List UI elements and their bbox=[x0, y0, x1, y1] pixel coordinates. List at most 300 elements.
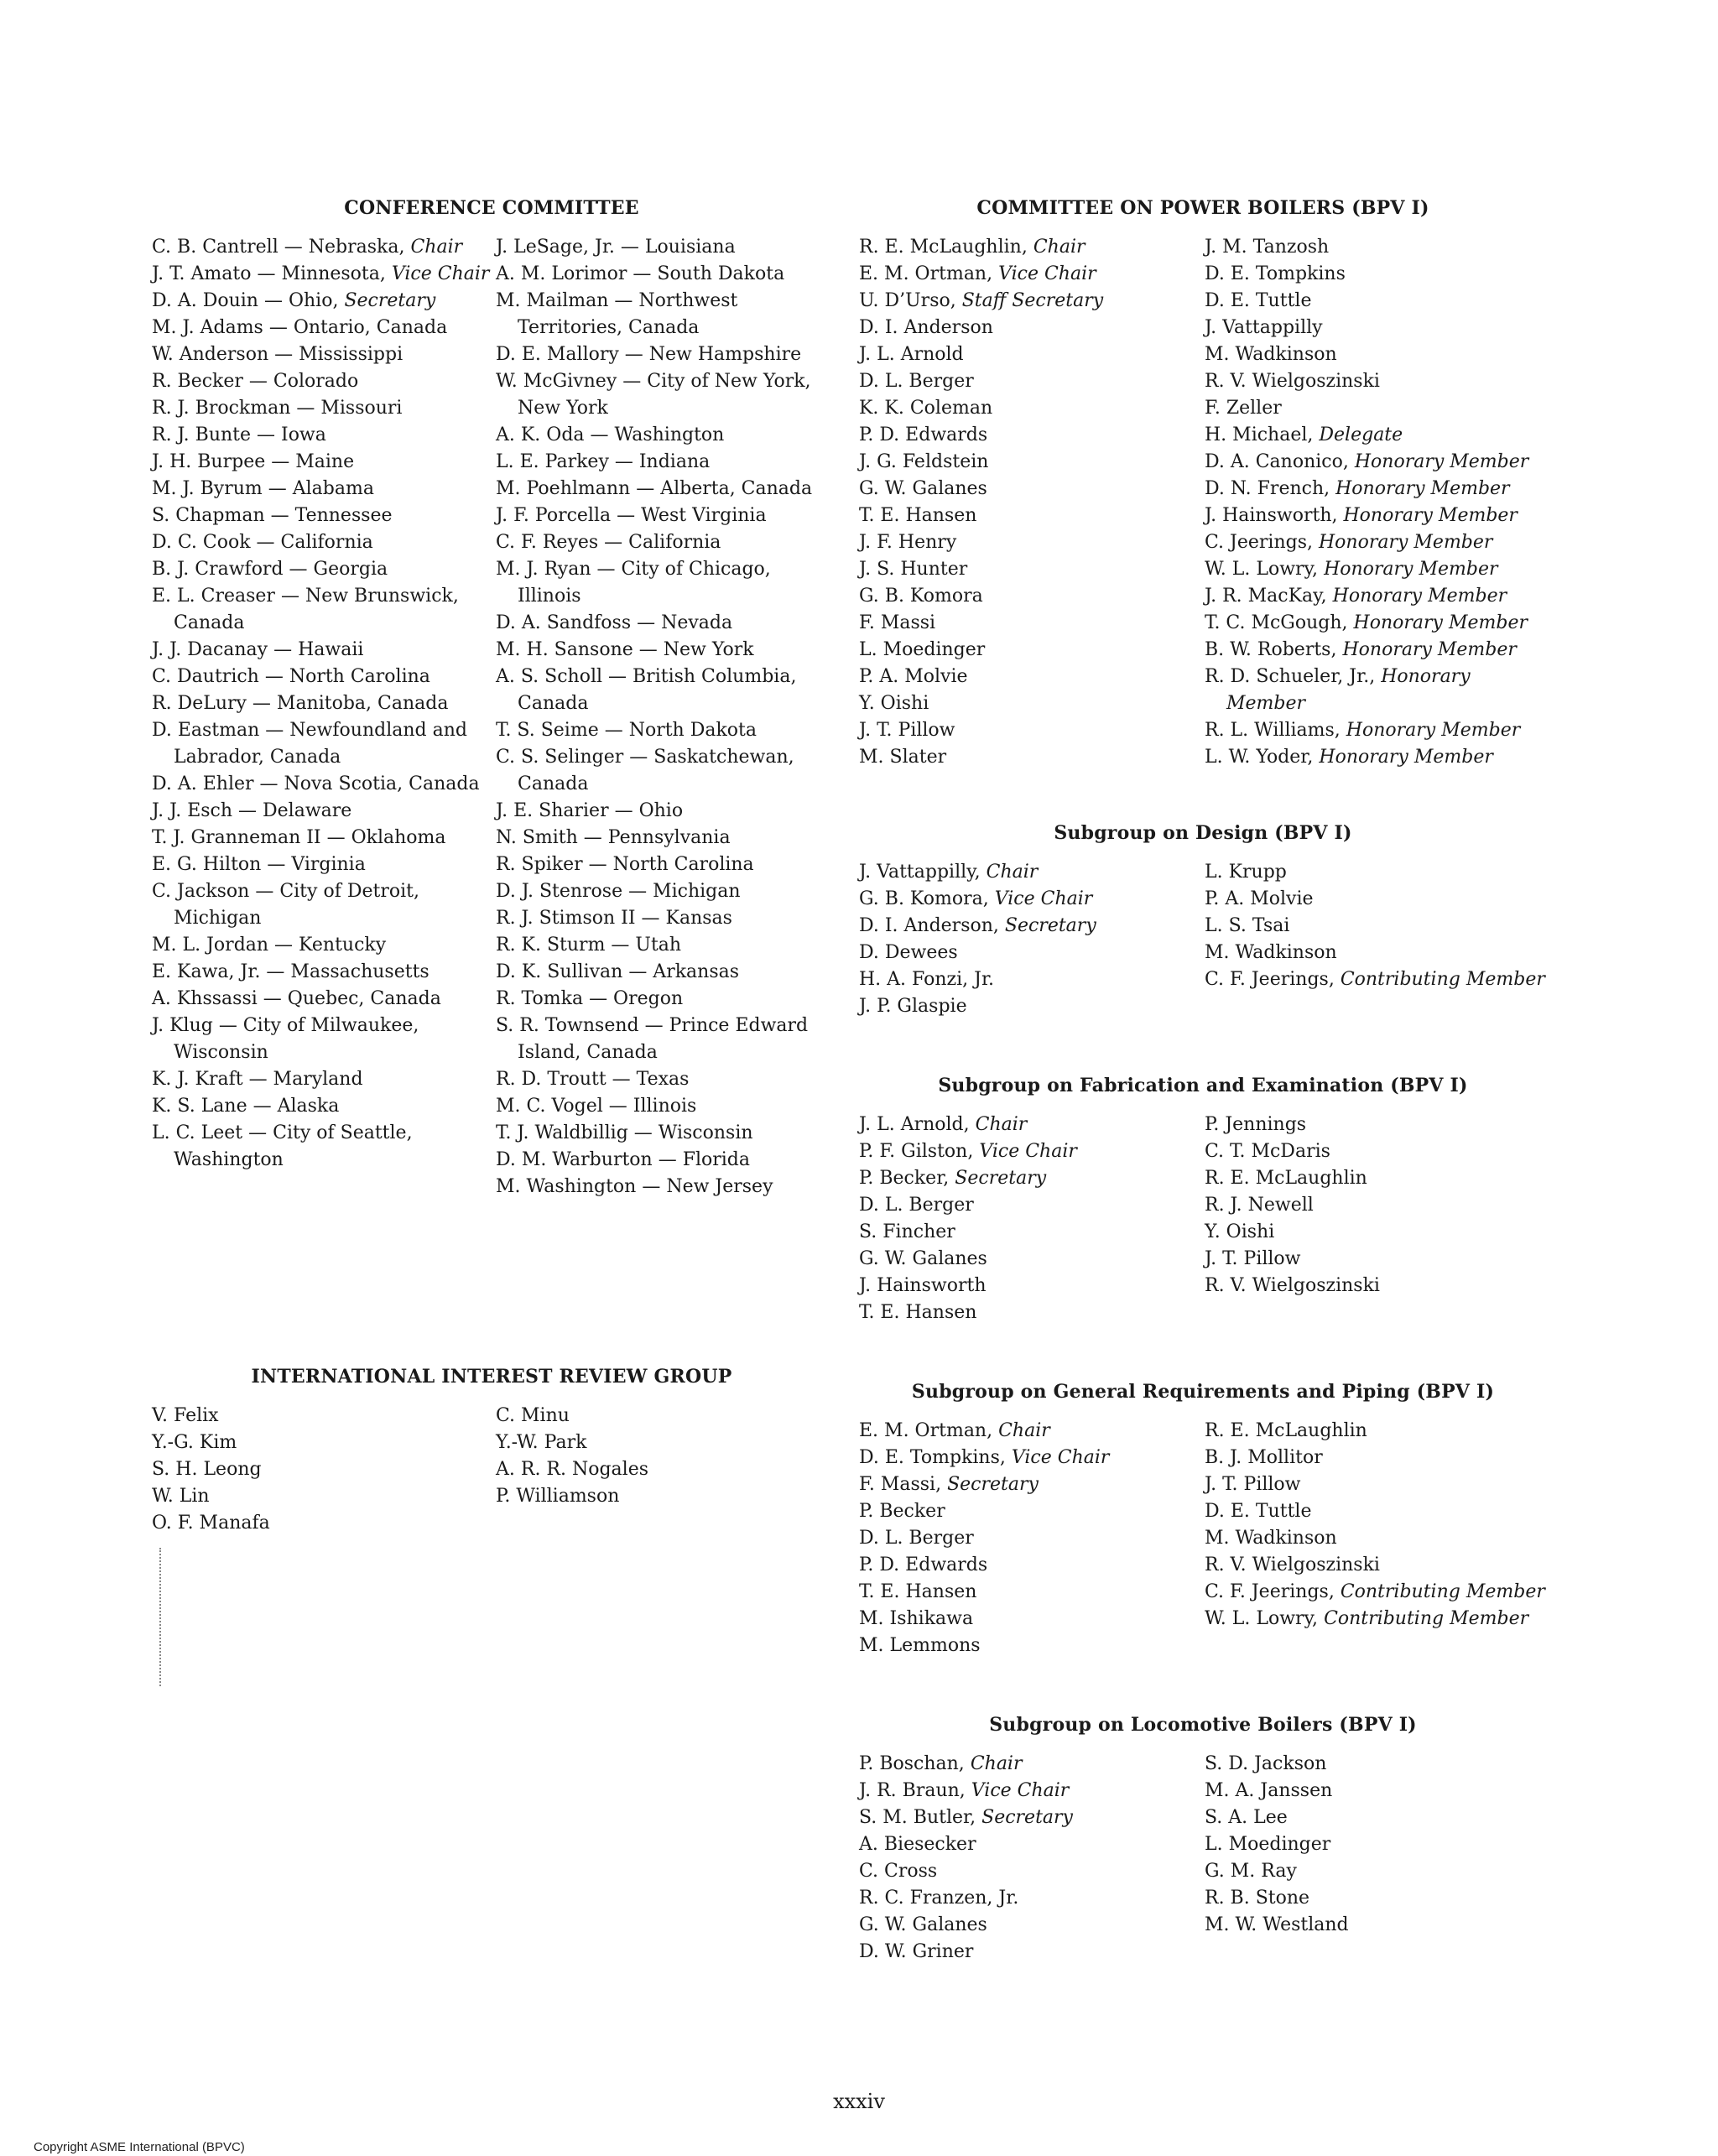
member-entry bbox=[859, 503, 1205, 529]
member-entry bbox=[1205, 1804, 1550, 1831]
member-columns bbox=[859, 234, 1547, 771]
member-column bbox=[859, 1418, 1205, 1659]
member-name: J. Hainsworth bbox=[859, 1275, 987, 1296]
member-name: D. E. Tompkins, bbox=[859, 1447, 1006, 1468]
member-entry bbox=[859, 234, 1205, 261]
member-name: D. E. Tuttle bbox=[1205, 1501, 1312, 1522]
member-role: Secretary bbox=[1004, 915, 1096, 936]
member-entry bbox=[496, 1430, 840, 1456]
member-name: G. W. Galanes bbox=[859, 1248, 987, 1269]
member-entry bbox=[152, 637, 496, 664]
member-entry bbox=[496, 288, 840, 341]
member-name: R. C. Franzen, Jr. bbox=[859, 1888, 1019, 1909]
member-name: J. Hainsworth, bbox=[1205, 505, 1338, 526]
member-name: C. F. Jeerings, bbox=[1205, 969, 1335, 990]
member-name: C. Jackson — City of Detroit, Michigan bbox=[152, 881, 419, 929]
member-entry bbox=[859, 1445, 1205, 1471]
section-heading: Subgroup on General Requirements and Piping (BPV I) bbox=[911, 1381, 1495, 1403]
member-entry bbox=[152, 503, 496, 529]
member-name: D. N. French, bbox=[1205, 478, 1330, 499]
member-name: O. F. Manafa bbox=[152, 1513, 270, 1534]
member-name: W. L. Lowry, bbox=[1205, 1608, 1319, 1629]
member-column bbox=[152, 234, 496, 1200]
committee-power-boilers bbox=[859, 197, 1547, 771]
member-entry bbox=[152, 288, 496, 315]
member-name: Y.-G. Kim bbox=[152, 1432, 237, 1453]
member-column bbox=[152, 1403, 496, 1537]
member-name: J. J. Esch — Delaware bbox=[152, 800, 352, 821]
member-name: L. S. Tsai bbox=[1205, 915, 1290, 936]
member-column bbox=[1205, 1112, 1550, 1326]
member-entry bbox=[859, 1633, 1205, 1659]
subgroup-fabrication-examination bbox=[859, 1075, 1547, 1326]
member-name: J. Vattappilly bbox=[1205, 317, 1323, 338]
member-entry bbox=[496, 986, 840, 1013]
member-role: Secretary bbox=[955, 1168, 1047, 1189]
member-name: F. Zeller bbox=[1205, 398, 1282, 419]
member-name: N. Smith — Pennsylvania bbox=[496, 827, 731, 848]
member-entry bbox=[1205, 1165, 1550, 1192]
member-entry bbox=[859, 1498, 1205, 1525]
member-entry bbox=[859, 1831, 1205, 1858]
member-name: U. D’Urso, bbox=[859, 290, 956, 311]
member-name: B. J. Crawford — Georgia bbox=[152, 559, 388, 580]
member-role: Chair bbox=[998, 1420, 1050, 1441]
member-entry bbox=[496, 1147, 840, 1174]
member-role: Vice Chair bbox=[979, 1141, 1077, 1162]
member-name: J. T. Pillow bbox=[859, 720, 955, 741]
member-name: T. S. Seime — North Dakota bbox=[496, 720, 757, 741]
member-name: W. Anderson — Mississippi bbox=[152, 344, 403, 365]
member-entry bbox=[152, 315, 496, 341]
member-name: S. R. Townsend — Prince Edward Island, Canada bbox=[496, 1015, 809, 1063]
member-entry bbox=[859, 1219, 1205, 1246]
copyright-notice: Copyright ASME International (BPVC) bbox=[34, 2140, 245, 2154]
member-name: D. A. Douin — Ohio, bbox=[152, 290, 339, 311]
member-name: D. L. Berger bbox=[859, 1528, 974, 1549]
member-role: Chair bbox=[975, 1114, 1028, 1135]
member-name: R. V. Wielgoszinski bbox=[1205, 1275, 1380, 1296]
member-name: J. P. Glaspie bbox=[859, 996, 967, 1017]
member-name: T. E. Hansen bbox=[859, 505, 977, 526]
member-entry bbox=[859, 1778, 1205, 1804]
member-name: M. C. Vogel — Illinois bbox=[496, 1096, 697, 1117]
member-entry bbox=[1205, 913, 1550, 940]
member-entry bbox=[1205, 1579, 1550, 1606]
member-entry bbox=[859, 1525, 1205, 1552]
member-entry bbox=[859, 395, 1205, 422]
member-name: M. Poehlmann — Alberta, Canada bbox=[496, 478, 813, 499]
member-entry bbox=[152, 932, 496, 959]
member-name: R. Becker — Colorado bbox=[152, 371, 359, 392]
member-entry bbox=[152, 556, 496, 583]
member-entry bbox=[859, 690, 1205, 717]
member-name: S. A. Lee bbox=[1205, 1807, 1288, 1828]
member-name: A. Khssassi — Quebec, Canada bbox=[152, 988, 441, 1009]
member-entry bbox=[859, 449, 1205, 476]
member-name: G. W. Galanes bbox=[859, 1914, 987, 1935]
member-name: M. Mailman — Northwest Territories, Canada bbox=[496, 290, 738, 338]
member-entry bbox=[1205, 1445, 1550, 1471]
member-entry bbox=[1205, 1552, 1550, 1579]
member-entry bbox=[859, 368, 1205, 395]
member-entry bbox=[1205, 1858, 1550, 1885]
member-entry bbox=[496, 1483, 840, 1510]
member-name: H. A. Fonzi, Jr. bbox=[859, 969, 995, 990]
member-name: J. R. MacKay, bbox=[1205, 586, 1327, 607]
member-name: C. Jeerings, bbox=[1205, 532, 1313, 553]
subgroup-design bbox=[859, 822, 1547, 1020]
member-name: D. E. Mallory — New Hampshire bbox=[496, 344, 802, 365]
member-entry bbox=[859, 1165, 1205, 1192]
member-entry bbox=[496, 798, 840, 825]
member-entry bbox=[152, 1093, 496, 1120]
member-name: D. A. Ehler — Nova Scotia, Canada bbox=[152, 773, 480, 794]
member-entry bbox=[152, 476, 496, 503]
member-entry bbox=[859, 1939, 1205, 1966]
member-name: R. V. Wielgoszinski bbox=[1205, 1555, 1380, 1575]
member-name: R. J. Newell bbox=[1205, 1195, 1314, 1216]
member-columns bbox=[859, 1112, 1547, 1326]
member-role: Honorary Member bbox=[1226, 666, 1471, 714]
member-entry bbox=[496, 261, 840, 288]
member-name: C. Dautrich — North Carolina bbox=[152, 666, 430, 687]
member-entry bbox=[859, 261, 1205, 288]
member-name: J. T. Pillow bbox=[1205, 1248, 1301, 1269]
member-name: J. F. Porcella — West Virginia bbox=[496, 505, 767, 526]
member-name: D. E. Tuttle bbox=[1205, 290, 1312, 311]
member-name: M. A. Janssen bbox=[1205, 1780, 1333, 1801]
member-entry bbox=[1205, 1418, 1550, 1445]
member-role: Honorary Member bbox=[1354, 451, 1529, 472]
member-entry bbox=[859, 476, 1205, 503]
member-entry bbox=[152, 825, 496, 851]
member-name: R. D. Schueler, Jr., bbox=[1205, 666, 1376, 687]
member-entry bbox=[496, 610, 840, 637]
member-entry bbox=[152, 986, 496, 1013]
member-entry bbox=[1205, 422, 1550, 449]
member-name: P. Becker bbox=[859, 1501, 945, 1522]
member-name: R. B. Stone bbox=[1205, 1888, 1310, 1909]
member-name: Y. Oishi bbox=[1205, 1221, 1275, 1242]
member-entry bbox=[1205, 744, 1550, 771]
member-entry bbox=[152, 261, 496, 288]
conference-committee bbox=[152, 197, 831, 1200]
member-entry bbox=[859, 1858, 1205, 1885]
member-entry bbox=[1205, 315, 1550, 341]
member-name: P. F. Gilston, bbox=[859, 1141, 974, 1162]
member-entry bbox=[859, 288, 1205, 315]
member-entry bbox=[859, 966, 1205, 993]
member-entry bbox=[859, 744, 1205, 771]
member-entry bbox=[1205, 859, 1550, 886]
member-entry bbox=[1205, 1219, 1550, 1246]
member-role: Honorary Member bbox=[1353, 612, 1528, 633]
member-columns bbox=[859, 1751, 1547, 1966]
member-entry bbox=[152, 1066, 496, 1093]
member-entry bbox=[496, 234, 840, 261]
member-entry bbox=[152, 234, 496, 261]
member-name: D. C. Cook — California bbox=[152, 532, 373, 553]
member-name: A. R. R. Nogales bbox=[496, 1459, 649, 1480]
member-name: B. W. Roberts, bbox=[1205, 639, 1337, 660]
member-column bbox=[1205, 1751, 1550, 1966]
member-entry bbox=[1205, 664, 1550, 717]
member-name: M. Lemmons bbox=[859, 1635, 981, 1656]
member-entry bbox=[859, 1299, 1205, 1326]
member-name: M. Washington — New Jersey bbox=[496, 1176, 773, 1197]
member-name: K. K. Coleman bbox=[859, 398, 993, 419]
member-entry bbox=[859, 1606, 1205, 1633]
section-heading: Subgroup on Design (BPV I) bbox=[1054, 822, 1352, 844]
member-name: S. H. Leong bbox=[152, 1459, 262, 1480]
member-column bbox=[859, 234, 1205, 771]
member-columns bbox=[152, 234, 831, 1200]
member-entry bbox=[859, 315, 1205, 341]
member-name: T. J. Waldbillig — Wisconsin bbox=[496, 1122, 753, 1143]
member-role: Vice Chair bbox=[971, 1780, 1070, 1801]
member-name: J. L. Arnold bbox=[859, 344, 964, 365]
member-entry bbox=[496, 422, 840, 449]
member-entry bbox=[1205, 610, 1550, 637]
member-entry bbox=[859, 940, 1205, 966]
member-name: P. Williamson bbox=[496, 1486, 620, 1507]
member-name: R. J. Brockman — Missouri bbox=[152, 398, 403, 419]
member-entry bbox=[859, 583, 1205, 610]
member-name: C. Minu bbox=[496, 1405, 570, 1426]
member-entry bbox=[496, 1120, 840, 1147]
member-entry bbox=[859, 610, 1205, 637]
member-name: W. L. Lowry, bbox=[1205, 559, 1319, 580]
member-entry bbox=[859, 1804, 1205, 1831]
member-column bbox=[1205, 1418, 1550, 1659]
member-entry bbox=[1205, 966, 1550, 993]
member-entry bbox=[1205, 341, 1550, 368]
member-entry bbox=[859, 717, 1205, 744]
member-name: J. E. Sharier — Ohio bbox=[496, 800, 684, 821]
member-name: D. J. Stenrose — Michigan bbox=[496, 881, 741, 902]
member-entry bbox=[496, 878, 840, 905]
member-name: A. Biesecker bbox=[859, 1834, 976, 1855]
member-name: K. J. Kraft — Maryland bbox=[152, 1069, 363, 1090]
member-role: Contributing Member bbox=[1324, 1608, 1529, 1629]
member-entry bbox=[1205, 368, 1550, 395]
member-name: J. M. Tanzosh bbox=[1205, 237, 1330, 258]
member-name: D. Eastman — Newfoundland and Labrador, Canada bbox=[152, 720, 467, 768]
member-name: J. H. Burpee — Maine bbox=[152, 451, 355, 472]
member-entry bbox=[496, 664, 840, 717]
member-entry bbox=[496, 368, 840, 422]
member-entry bbox=[1205, 234, 1550, 261]
member-name: R. J. Stimson II — Kansas bbox=[496, 908, 732, 929]
member-entry bbox=[152, 1403, 496, 1430]
section-heading: INTERNATIONAL INTEREST REVIEW GROUP bbox=[251, 1366, 732, 1388]
member-entry bbox=[859, 529, 1205, 556]
member-name: D. L. Berger bbox=[859, 1195, 974, 1216]
member-role: Honorary Member bbox=[1318, 532, 1493, 553]
member-column bbox=[1205, 234, 1550, 771]
member-columns bbox=[859, 859, 1547, 1020]
member-name: L. C. Leet — City of Seattle, Washington bbox=[152, 1122, 413, 1170]
member-name: Y. Oishi bbox=[859, 693, 929, 714]
member-name: M. H. Sansone — New York bbox=[496, 639, 754, 660]
member-role: Delegate bbox=[1319, 424, 1403, 445]
member-entry bbox=[1205, 1246, 1550, 1273]
member-entry bbox=[496, 959, 840, 986]
member-entry bbox=[1205, 1831, 1550, 1858]
member-entry bbox=[496, 556, 840, 610]
member-entry bbox=[152, 422, 496, 449]
member-entry bbox=[1205, 556, 1550, 583]
member-entry bbox=[496, 449, 840, 476]
international-interest-review-group bbox=[152, 1366, 831, 1537]
member-entry bbox=[859, 1273, 1205, 1299]
member-entry bbox=[1205, 503, 1550, 529]
member-entry bbox=[859, 1751, 1205, 1778]
member-name: R. DeLury — Manitoba, Canada bbox=[152, 693, 449, 714]
member-name: S. D. Jackson bbox=[1205, 1753, 1327, 1774]
member-entry bbox=[859, 913, 1205, 940]
member-name: R. Tomka — Oregon bbox=[496, 988, 684, 1009]
member-name: J. G. Feldstein bbox=[859, 451, 989, 472]
member-name: G. W. Galanes bbox=[859, 478, 987, 499]
member-role: Contributing Member bbox=[1340, 969, 1545, 990]
member-name: P. D. Edwards bbox=[859, 1555, 988, 1575]
member-name: E. Kawa, Jr. — Massachusetts bbox=[152, 961, 430, 982]
member-name: A. K. Oda — Washington bbox=[496, 424, 725, 445]
member-entry bbox=[152, 851, 496, 878]
member-column bbox=[859, 1751, 1205, 1966]
member-entry bbox=[152, 1013, 496, 1066]
member-name: V. Felix bbox=[152, 1405, 219, 1426]
member-entry bbox=[1205, 886, 1550, 913]
member-entry bbox=[496, 905, 840, 932]
member-role: Chair bbox=[410, 237, 463, 258]
member-name: E. M. Ortman, bbox=[859, 263, 993, 284]
member-name: D. W. Griner bbox=[859, 1941, 974, 1962]
member-entry bbox=[152, 1510, 496, 1537]
member-name: R. E. McLaughlin, bbox=[859, 237, 1028, 258]
member-entry bbox=[1205, 1498, 1550, 1525]
member-name: D. Dewees bbox=[859, 942, 958, 963]
member-name: T. C. McGough, bbox=[1205, 612, 1348, 633]
member-entry bbox=[1205, 395, 1550, 422]
member-entry bbox=[1205, 1912, 1550, 1939]
member-column bbox=[859, 1112, 1205, 1326]
member-entry bbox=[152, 959, 496, 986]
member-entry bbox=[496, 503, 840, 529]
member-entry bbox=[496, 717, 840, 744]
member-entry bbox=[859, 1552, 1205, 1579]
member-role: Honorary Member bbox=[1343, 505, 1518, 526]
member-entry bbox=[496, 825, 840, 851]
member-role: Secretary bbox=[947, 1474, 1039, 1495]
member-entry bbox=[1205, 288, 1550, 315]
member-name: D. I. Anderson, bbox=[859, 915, 999, 936]
member-entry bbox=[1205, 717, 1550, 744]
member-name: P. D. Edwards bbox=[859, 424, 988, 445]
member-name: T. E. Hansen bbox=[859, 1581, 977, 1602]
member-name: D. M. Warburton — Florida bbox=[496, 1149, 750, 1170]
member-entry bbox=[859, 341, 1205, 368]
member-name: A. S. Scholl — British Columbia, Canada bbox=[496, 666, 797, 714]
member-columns bbox=[859, 1418, 1547, 1659]
member-entry bbox=[859, 1192, 1205, 1219]
member-name: J. Klug — City of Milwaukee, Wisconsin bbox=[152, 1015, 419, 1063]
member-name: J. S. Hunter bbox=[859, 559, 968, 580]
member-entry bbox=[859, 664, 1205, 690]
member-entry bbox=[859, 1471, 1205, 1498]
member-entry bbox=[152, 664, 496, 690]
member-entry bbox=[1205, 637, 1550, 664]
member-name: M. Ishikawa bbox=[859, 1608, 974, 1629]
member-entry bbox=[496, 476, 840, 503]
member-entry bbox=[152, 449, 496, 476]
member-name: C. S. Selinger — Saskatchewan, Canada bbox=[496, 747, 794, 794]
member-entry bbox=[859, 1418, 1205, 1445]
member-entry bbox=[1205, 1525, 1550, 1552]
member-name: R. J. Bunte — Iowa bbox=[152, 424, 326, 445]
member-name: M. Wadkinson bbox=[1205, 1528, 1337, 1549]
member-name: P. Boschan, bbox=[859, 1753, 965, 1774]
member-name: L. Moedinger bbox=[1205, 1834, 1331, 1855]
member-role: Honorary Member bbox=[1346, 720, 1521, 741]
member-name: A. M. Lorimor — South Dakota bbox=[496, 263, 785, 284]
member-entry bbox=[152, 529, 496, 556]
member-name: R. Spiker — North Carolina bbox=[496, 854, 754, 875]
member-entry bbox=[859, 1912, 1205, 1939]
member-entry bbox=[859, 1579, 1205, 1606]
member-role: Honorary Member bbox=[1342, 639, 1517, 660]
section-heading: COMMITTEE ON POWER BOILERS (BPV I) bbox=[976, 197, 1429, 219]
member-entry bbox=[152, 690, 496, 717]
member-role: Chair bbox=[1033, 237, 1085, 258]
member-role: Secretary bbox=[981, 1807, 1073, 1828]
member-name: D. A. Sandfoss — Nevada bbox=[496, 612, 733, 633]
member-name: J. T. Amato — Minnesota, bbox=[152, 263, 386, 284]
member-name: L. Krupp bbox=[1205, 862, 1287, 883]
member-column bbox=[1205, 859, 1550, 1020]
member-name: S. M. Butler, bbox=[859, 1807, 976, 1828]
member-name: T. J. Granneman II — Oklahoma bbox=[152, 827, 446, 848]
member-name: S. Chapman — Tennessee bbox=[152, 505, 393, 526]
subgroup-general-requirements-piping bbox=[859, 1381, 1547, 1659]
member-entry bbox=[859, 637, 1205, 664]
member-role: Contributing Member bbox=[1340, 1581, 1545, 1602]
member-name: M. J. Adams — Ontario, Canada bbox=[152, 317, 448, 338]
member-entry bbox=[496, 744, 840, 798]
member-name: M. L. Jordan — Kentucky bbox=[152, 935, 387, 956]
member-entry bbox=[859, 1112, 1205, 1138]
member-entry bbox=[859, 1885, 1205, 1912]
member-entry bbox=[152, 1483, 496, 1510]
member-role: Vice Chair bbox=[391, 263, 490, 284]
member-name: J. L. Arnold, bbox=[859, 1114, 970, 1135]
member-entry bbox=[1205, 1778, 1550, 1804]
member-name: M. W. Westland bbox=[1205, 1914, 1349, 1935]
member-entry bbox=[1205, 261, 1550, 288]
member-role: Vice Chair bbox=[1011, 1447, 1110, 1468]
member-entry bbox=[152, 1120, 496, 1174]
member-entry bbox=[496, 1403, 840, 1430]
member-entry bbox=[496, 851, 840, 878]
member-name: J. R. Braun, bbox=[859, 1780, 966, 1801]
member-name: H. Michael, bbox=[1205, 424, 1314, 445]
member-entry bbox=[152, 771, 496, 798]
member-name: P. A. Molvie bbox=[859, 666, 968, 687]
member-entry bbox=[496, 932, 840, 959]
member-name: M. Slater bbox=[859, 747, 947, 768]
